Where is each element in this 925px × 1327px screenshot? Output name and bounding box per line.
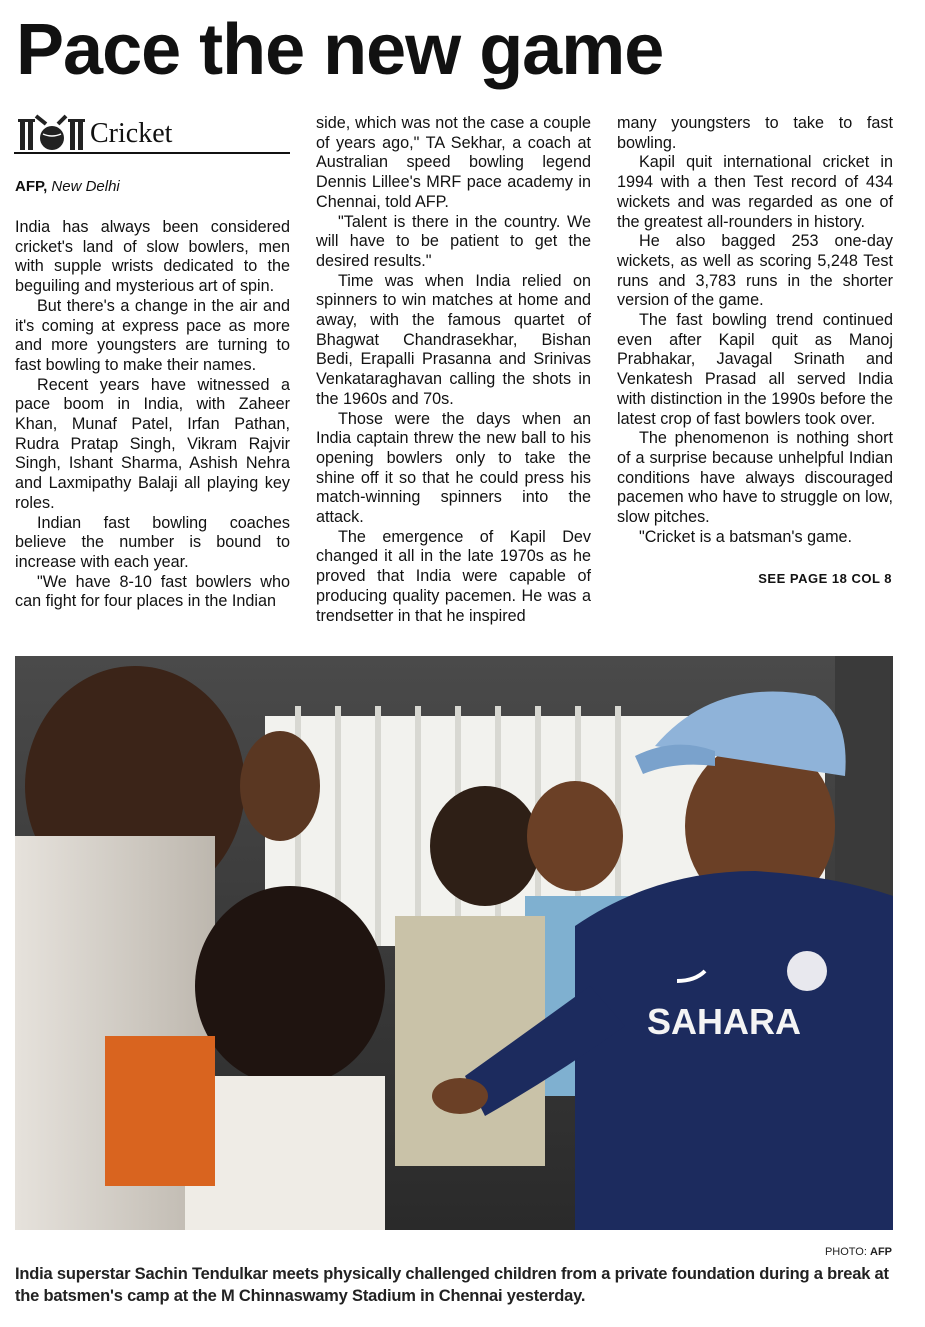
paragraph: But there's a change in the air and it's coming at express pace as more and more youngsters are turning to fast bowling to make their names. (15, 296, 290, 374)
paragraph: The phenomenon is nothing short of a surprise because unhelpful Indian conditions have always discouraged pacemen who have to struggle on low, slow pitches. (617, 429, 893, 527)
paragraph: Time was when India relied on spinners to win matches at home and away, with the famous quartet of Bhagwat Chandrasekhar, Bishan Bedi, Erapalli Prasanna and Srinivas Venkataraghavan calling the shots in the 1960s and 70s. (316, 271, 591, 408)
article-column-3 (617, 114, 893, 547)
paragraph: "We have 8-10 fast bowlers who can fight for four places in the Indian (15, 572, 290, 611)
headline: Pace the new game (16, 10, 664, 90)
paragraph: many youngsters to take to fast bowling. (617, 114, 893, 152)
paragraph: "Cricket is a batsman's game. (639, 527, 853, 546)
paragraph: "Talent is there in the country. We will have to be patient to get the desired results." (316, 212, 591, 270)
photo-credit (825, 1246, 892, 1258)
paragraph: India has always been considered cricket's land of slow bowlers, men with supple wrists dedicated to the beguiling and mysterious art of spin. (15, 218, 290, 296)
cricket-logo-icon (16, 112, 86, 152)
photo-caption: India superstar Sachin Tendulkar meets physically challenged children from a private foundation during a break at the batsmen's camp at the M Chinnaswamy Stadium in Chennai yesterday. (15, 1265, 889, 1305)
byline (15, 178, 120, 195)
paragraph: The fast bowling trend continued even after Kapil quit as Manoj Prabhakar, Javagal Srinath and Venkatesh Prasad all served India with distinction in the 1990s before the latest crop of fast bowlers took over. (617, 311, 893, 428)
section-rule (14, 152, 290, 154)
paragraph: Kapil quit international cricket in 1994 with a then Test record of 434 wickets and was regarded as one of the greatest all-rounders in history. (617, 153, 893, 231)
article-column-2 (316, 114, 591, 626)
paragraph: side, which was not the case a couple of years ago," TA Sekhar, a coach at Australian speed bowling legend Dennis Lillee's MRF pace academy in Chennai, told AFP. (316, 114, 591, 211)
section-tag (14, 110, 290, 154)
byline-place: New Delhi (51, 178, 120, 195)
paragraph: Those were the days when an India captain threw the new ball to his opening bowlers only to take the shine off it so that he could press his match-winning spinners into the attack. (316, 409, 591, 527)
photo-illustration (15, 656, 893, 1230)
paragraph: Indian fast bowling coaches believe the number is bound to increase with each year. (15, 513, 290, 571)
section-label: Cricket (90, 118, 173, 149)
byline-agency: AFP, (15, 178, 48, 195)
paragraph: Recent years have witnessed a pace boom in India, with Zaheer Khan, Munaf Patel, Irfan Pathan, Rudra Pratap Singh, Vikram Rajvir Singh, Ishant Sharma, Ashish Nehra and Laxmipathy Balaji all playing key roles. (15, 375, 290, 512)
news-photo (15, 656, 893, 1230)
jump-line: SEE PAGE 18 COL 8 (758, 571, 892, 586)
photo-credit-agency: AFP (870, 1246, 892, 1258)
paragraph: He also bagged 253 one-day wickets, as well as scoring 5,248 Test runs and 3,783 runs in the shorter version of the game. (617, 232, 893, 310)
photo-credit-prefix: PHOTO: (824, 1246, 867, 1258)
article-column-1 (15, 218, 290, 612)
paragraph: The emergence of Kapil Dev changed it all in the late 1970s as he proved that India were capable of producing quality pacemen. He was a trendsetter in that he inspired (316, 527, 591, 625)
shirt-text: SAHARA (647, 1001, 802, 1042)
